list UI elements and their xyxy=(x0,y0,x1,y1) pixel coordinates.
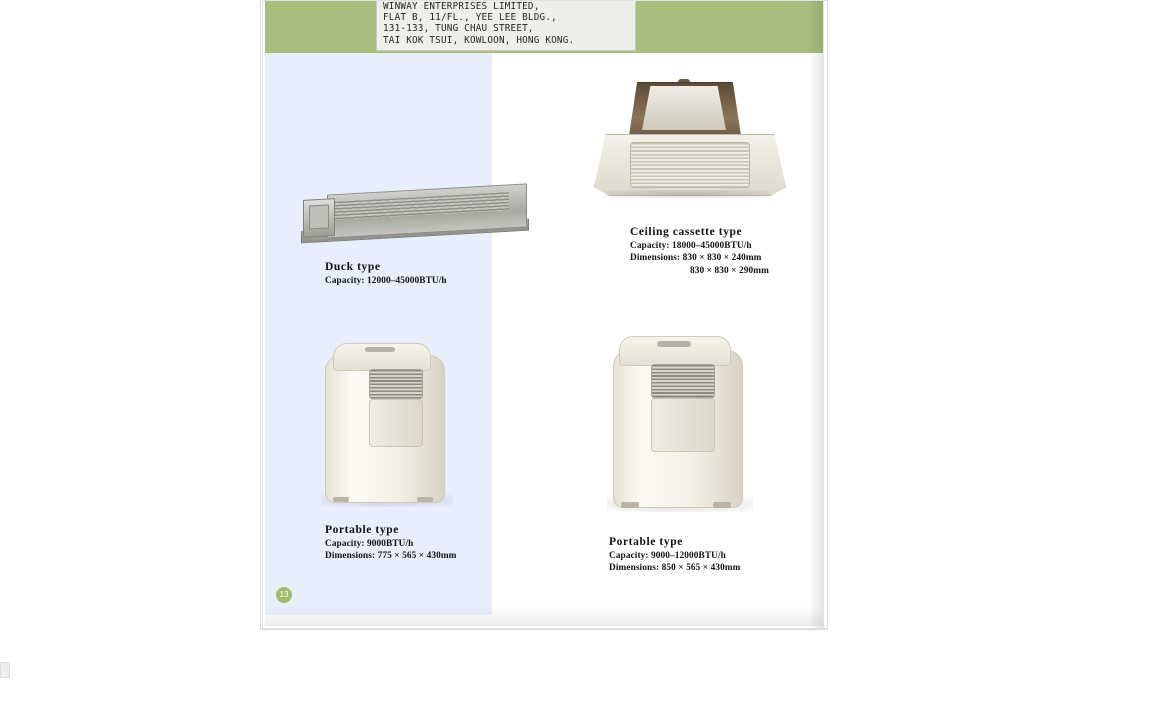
portable-intake-grille xyxy=(651,364,715,398)
page-body xyxy=(265,53,823,626)
product-dimensions: Dimensions: 775 × 565 × 430mm xyxy=(325,551,457,562)
stamp-line-1: WINWAY ENTERPRISES LIMITED, xyxy=(383,1,540,12)
portable-foot-right xyxy=(417,497,433,502)
cassette-grille xyxy=(630,142,750,188)
portable-foot-right xyxy=(713,502,731,508)
product-image-portable-left xyxy=(317,337,457,517)
scan-artifact xyxy=(0,662,10,678)
product-title: Duck type xyxy=(325,261,381,273)
page-number-badge: 13 xyxy=(276,587,292,603)
page-edge-shadow xyxy=(265,606,823,626)
product-title: Portable type xyxy=(325,524,399,536)
product-dimensions: Dimensions: 830 × 830 × 240mm xyxy=(630,253,762,264)
product-capacity: Capacity: 9000BTU/h xyxy=(325,539,414,549)
product-dimensions: Dimensions: 850 × 565 × 430mm xyxy=(609,563,741,574)
product-title: Portable type xyxy=(609,536,683,548)
stamp-line-4: TAI KOK TSUI, KOWLOON, HONG KONG. xyxy=(383,34,575,46)
product-capacity: Capacity: 12000–45000BTU/h xyxy=(325,276,447,286)
product-dimensions-alt: 830 × 830 × 290mm xyxy=(690,265,769,276)
caption-ceiling-cassette xyxy=(630,226,769,277)
portable-control-slot xyxy=(657,341,691,347)
portable-foot-left xyxy=(333,497,349,502)
caption-portable-left xyxy=(325,524,457,563)
scanned-catalogue-page xyxy=(261,0,827,629)
company-address-stamp xyxy=(376,0,636,51)
duct-end-inner xyxy=(309,204,329,229)
cassette-shadow xyxy=(606,190,770,198)
stamp-line-3: 131-133, TUNG CHAU STREET, xyxy=(383,23,534,35)
portable-foot-left xyxy=(621,502,639,508)
product-capacity: Capacity: 9000–12000BTU/h xyxy=(609,551,726,561)
product-capacity: Capacity: 18000–45000BTU/h xyxy=(630,241,752,251)
catalogue-paper xyxy=(262,0,828,629)
caption-portable-right xyxy=(609,536,741,575)
stamp-line-2: FLAT B, 11/FL., YEE LEE BLDG., xyxy=(383,12,557,24)
portable-control-slot xyxy=(365,347,395,352)
cassette-housing-inner xyxy=(642,86,726,130)
product-image-ceiling-cassette xyxy=(590,78,790,223)
product-title: Ceiling cassette type xyxy=(630,226,743,238)
page-spine-shadow xyxy=(808,1,824,628)
product-image-duct-type xyxy=(299,171,534,256)
product-image-portable-right xyxy=(605,330,755,530)
portable-front-door xyxy=(651,398,715,452)
portable-front-door xyxy=(369,399,423,447)
caption-duct-type xyxy=(325,261,447,287)
portable-intake-grille xyxy=(369,369,423,399)
